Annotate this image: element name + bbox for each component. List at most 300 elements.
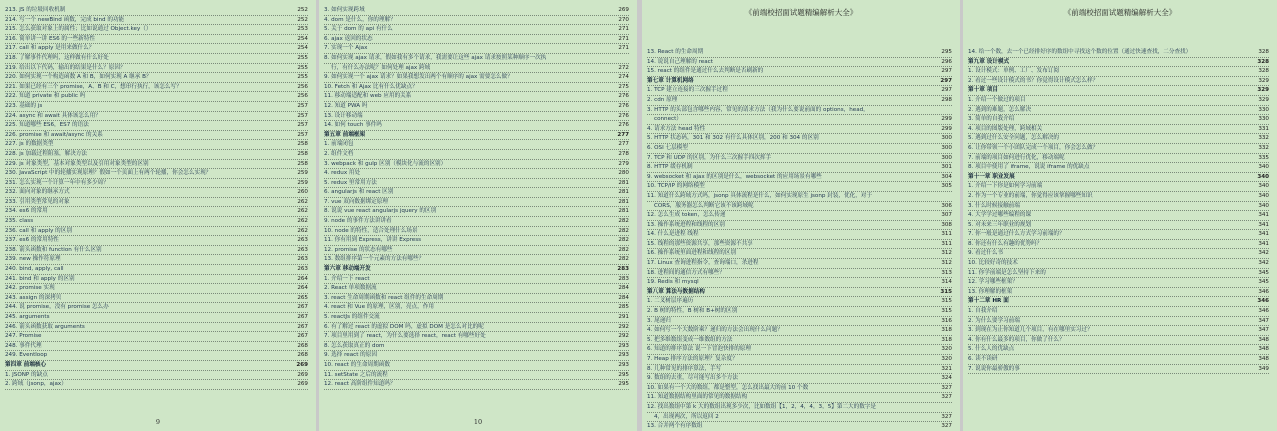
- toc-entry-title: 221. 如果已经有三个 promise，A、B 和 C，想串行执行，该怎么写？: [5, 83, 182, 90]
- toc-entry[interactable]: [5, 73, 308, 83]
- toc-entry[interactable]: [5, 207, 308, 217]
- toc-entry[interactable]: [324, 323, 629, 333]
- toc-entry[interactable]: [324, 25, 629, 35]
- toc-entry-title: 242. promise 实现: [5, 285, 55, 292]
- toc-entry[interactable]: [324, 227, 629, 237]
- toc-entry-title: 216. 简单讲一讲 ES6 的一些新特性: [5, 35, 95, 42]
- toc-entry-title: 10. 比较好奇的技术: [968, 260, 1018, 267]
- toc-entry-page: 304: [941, 173, 952, 180]
- toc-entry[interactable]: [647, 144, 952, 154]
- toc-entry[interactable]: [968, 240, 1269, 250]
- toc-entry[interactable]: [324, 140, 629, 150]
- toc-entry[interactable]: [647, 125, 952, 135]
- toc-entry[interactable]: [5, 275, 308, 285]
- toc-entry[interactable]: [647, 307, 952, 317]
- toc-entry-title: 237. es6 的常用特性: [5, 237, 59, 244]
- toc-entry[interactable]: [968, 106, 1269, 116]
- toc-entry[interactable]: [5, 102, 308, 112]
- toc-entry-title: 10. node 的特性，适合处理什么场景: [324, 227, 418, 234]
- toc-entry-title: 第九章 设计模式: [968, 58, 1010, 65]
- toc-entry[interactable]: [5, 294, 308, 304]
- toc-entry[interactable]: [324, 16, 629, 26]
- toc-entry-title: 12. promise 的状态有哪些: [324, 246, 393, 253]
- toc-entry[interactable]: [968, 154, 1269, 164]
- toc-entry[interactable]: [968, 221, 1269, 231]
- toc-entry[interactable]: [968, 288, 1269, 298]
- toc-entry[interactable]: [324, 121, 629, 131]
- toc-chapter[interactable]: [968, 86, 1269, 96]
- toc-entry[interactable]: [647, 326, 952, 336]
- toc-entry-title: 14. 给一个数，去一个已经排好序的数组中寻找这个数的位置（通过快速查找，二分查找）: [968, 49, 1192, 55]
- toc-entry[interactable]: [647, 86, 952, 96]
- toc-entry[interactable]: [968, 77, 1269, 87]
- toc-entry-title: 5. HTTP 状态码，301 和 302 有什么具体区别，200 和 304 的区别: [647, 135, 819, 142]
- toc-chapter[interactable]: [968, 58, 1269, 68]
- toc-entry-page: 346: [1257, 298, 1269, 305]
- toc-entry[interactable]: [5, 198, 308, 208]
- toc-entry[interactable]: [647, 345, 952, 355]
- toc-entry-title: 232. 面向对象的继承方式: [5, 189, 70, 196]
- toc-entry[interactable]: [5, 160, 308, 170]
- toc-entry-page: 263: [297, 246, 308, 253]
- toc-entry[interactable]: [324, 332, 629, 342]
- toc-entry[interactable]: [5, 169, 308, 179]
- toc-entry-title: 5. 什么人的优缺点: [968, 346, 1015, 353]
- toc-entry-page: 269: [297, 371, 308, 378]
- toc-entry[interactable]: [968, 336, 1269, 346]
- toc-entry-page: 254: [297, 45, 308, 52]
- toc-entry-page: 293: [618, 352, 629, 359]
- toc-entry[interactable]: [647, 202, 952, 212]
- toc-entry[interactable]: [647, 269, 952, 279]
- toc-entry-title: 11. 移动端适配和 web 应用的关系: [324, 93, 412, 100]
- toc-entry-title: 3. webpack 和 gulp 区别（模块化与流的区别）: [324, 160, 447, 167]
- toc-entry[interactable]: [324, 64, 629, 74]
- toc-entry-page: 340: [1258, 183, 1269, 190]
- toc-entry-title: 9. 如何实现一个 ajax 请求？如果我想发出两个有顺序的 ajax 需要怎么做？: [324, 74, 513, 81]
- toc-entry-page: 329: [1258, 77, 1269, 84]
- toc-entry[interactable]: [647, 240, 952, 250]
- toc-entry[interactable]: [968, 202, 1269, 212]
- toc-entry[interactable]: [5, 64, 308, 74]
- toc-entry[interactable]: [324, 351, 629, 361]
- toc-entry[interactable]: [647, 393, 952, 403]
- toc-entry-title: 1. 自我介绍: [968, 308, 998, 315]
- toc-entry-page: 295: [618, 381, 629, 388]
- page-header: 《前端校招面试题精编解析大全》: [744, 8, 858, 17]
- toc-entry-title: 19. Redis 和 mysql: [647, 279, 699, 286]
- page-header: 《前端校招面试题精编解析大全》: [1063, 8, 1177, 17]
- toc-entry[interactable]: [968, 48, 1269, 58]
- toc-entry-title: 4. 你有什么最多的项目，你做了什么？: [968, 336, 1065, 343]
- toc-entry[interactable]: [968, 125, 1269, 135]
- toc-entry-title: 15. 线程的那些资源共享，那些资源不共享: [647, 240, 753, 247]
- toc-entry[interactable]: [647, 355, 952, 365]
- toc-entry-title: 1. TCP 建立连接的三次握手过程: [647, 87, 728, 94]
- toc-entry[interactable]: [324, 35, 629, 45]
- toc-entry-page: 318: [941, 336, 952, 343]
- toc-entry[interactable]: [324, 246, 629, 256]
- toc-entry[interactable]: [968, 249, 1269, 259]
- toc-entry-title: 214. 写一个 newBind 函数，完成 bind 的功能: [5, 16, 125, 23]
- toc-entry-page: 327: [941, 413, 952, 420]
- toc-entry[interactable]: [647, 154, 952, 164]
- toc-entry[interactable]: [5, 188, 308, 198]
- toc-entry[interactable]: [968, 278, 1269, 288]
- toc-entry-title: 9. 看过什么书: [968, 250, 1004, 257]
- toc-entry[interactable]: [647, 48, 952, 58]
- toc-entry-page: 255: [297, 64, 308, 71]
- toc-entry[interactable]: [647, 96, 952, 106]
- toc-entry[interactable]: [647, 67, 952, 77]
- toc-chapter[interactable]: [968, 173, 1269, 183]
- toc-entry-page: 297: [941, 68, 952, 75]
- toc-entry-page: 277: [617, 131, 629, 138]
- toc-entry-title: 233. 引用类型常见的对象: [5, 198, 70, 205]
- toc-entry-page: 284: [618, 285, 629, 292]
- toc-entry[interactable]: [324, 102, 629, 112]
- toc-entry-page: 258: [297, 150, 308, 157]
- toc-entry-title: 240. bind, apply, call: [5, 266, 64, 273]
- toc-entry[interactable]: [324, 188, 629, 198]
- toc-entry[interactable]: [968, 326, 1269, 336]
- toc-entry[interactable]: [324, 313, 629, 323]
- toc-entry[interactable]: [647, 58, 952, 68]
- toc-entry-title: 7. vue 双向数据绑定原理: [324, 198, 388, 205]
- toc-entry-page: 269: [296, 361, 308, 368]
- toc-entry-page: 331: [1258, 125, 1269, 132]
- toc-entry[interactable]: [647, 374, 952, 384]
- toc-entry[interactable]: [324, 179, 629, 189]
- toc-entry[interactable]: [647, 163, 952, 173]
- toc-entry-page: 268: [297, 342, 308, 349]
- toc-entry[interactable]: [647, 413, 952, 423]
- toc-entry[interactable]: [5, 236, 308, 246]
- toc-entry-page: 293: [618, 361, 629, 368]
- toc-entry-page: 271: [618, 45, 629, 52]
- toc-entry[interactable]: [5, 255, 308, 265]
- toc-entry[interactable]: [647, 403, 952, 413]
- toc-entry-page: 341: [1258, 212, 1269, 219]
- toc-entry[interactable]: [968, 182, 1269, 192]
- toc-entry-title: 7. 你一般是通过什么方式学习前端的？: [968, 231, 1065, 238]
- toc-entry[interactable]: [324, 255, 629, 265]
- toc-entry[interactable]: [324, 112, 629, 122]
- toc-entry-page: 267: [297, 314, 308, 320]
- toc-entry[interactable]: [324, 6, 629, 16]
- toc-entry-title: 11. setState 之后的流程: [324, 371, 388, 378]
- toc-entry-page: 340: [1258, 202, 1269, 209]
- toc-entry[interactable]: [5, 227, 308, 237]
- toc-entry-title: 4. 大学学过哪些编程的课: [968, 212, 1032, 219]
- toc-entry[interactable]: [324, 160, 629, 170]
- toc-entry[interactable]: [5, 83, 308, 93]
- toc-entry-title: 1. 介绍一下你是如何学习前端: [968, 183, 1043, 190]
- toc-entry[interactable]: [647, 230, 952, 240]
- toc-entry[interactable]: [5, 332, 308, 342]
- toc-entry-page: 267: [297, 333, 308, 340]
- toc-entry[interactable]: [968, 365, 1269, 375]
- toc-entry[interactable]: [647, 221, 952, 231]
- toc-entry[interactable]: [5, 371, 308, 381]
- toc-entry-page: 257: [297, 112, 308, 119]
- toc-entry-title: 11. 你学前端是怎么坚持下来的: [968, 269, 1046, 276]
- toc-entry-title: 1. 介绍一下 react: [324, 275, 370, 282]
- toc-entry[interactable]: [968, 134, 1269, 144]
- toc-entry-title: 3. 到现在为止你知道几个项目，有在哪里实习过？: [968, 327, 1093, 334]
- toc-entry[interactable]: [968, 259, 1269, 269]
- toc-entry[interactable]: [647, 249, 952, 259]
- toc-entry-page: 282: [618, 218, 629, 225]
- toc-entry-title: 11. 你有用到 Express，讲讲 Express: [324, 237, 422, 244]
- toc-entry[interactable]: [324, 44, 629, 54]
- toc-chapter[interactable]: [5, 361, 308, 371]
- toc-entry-title: 7. 说说你最骄傲的事: [968, 365, 1020, 372]
- toc-entry-title: 227. js 的数据类型: [5, 141, 54, 148]
- toc-entry-page: 320: [941, 356, 952, 362]
- toc-entry[interactable]: [5, 92, 308, 102]
- toc-entry-page: 281: [618, 208, 629, 215]
- toc-entry[interactable]: [5, 35, 308, 45]
- toc-entry[interactable]: [647, 259, 952, 269]
- toc-entry-title: 4. 如何写一个大数阶乘？递归的方法会出现什么问题？: [647, 327, 783, 334]
- toc-entry-page: 320: [941, 346, 952, 353]
- toc-entry[interactable]: [968, 317, 1269, 327]
- toc-entry[interactable]: [647, 297, 952, 307]
- toc-entry-title: 3. 简单的自我介绍: [968, 116, 1015, 123]
- toc-entry-page: 272: [618, 64, 629, 71]
- toc-list: [968, 48, 1269, 374]
- toc-entry[interactable]: [5, 284, 308, 294]
- toc-entry-title: 第四章 前端核心: [5, 361, 47, 368]
- toc-entry-title: 14. 什么是进程 线程: [647, 231, 699, 238]
- toc-entry[interactable]: [5, 303, 308, 313]
- toc-entry-page: 298: [941, 96, 952, 103]
- toc-entry-title: 11. 知道什么跨域方式吗，jsonp 具体流程是什么，如何实现原生 jsonp 封装，优化，对于: [647, 192, 872, 199]
- toc-entry-page: 349: [1258, 365, 1269, 372]
- toc-entry[interactable]: [324, 217, 629, 227]
- toc-entry-title: 8. 说说 vue react angularjs jquery 的区别: [324, 208, 437, 215]
- toc-entry-page: 255: [297, 54, 308, 61]
- toc-entry-title: 6. 有了解过 react 的虚拟 DOM 吗，虚拟 DOM 是怎么对比的呢: [324, 323, 484, 330]
- toc-entry-page: 347: [1258, 327, 1269, 334]
- toc-entry[interactable]: [324, 275, 629, 285]
- toc-entry-title: 3. 尾递归: [647, 317, 671, 324]
- toc-entry-page: 295: [618, 371, 629, 378]
- toc-entry[interactable]: [324, 236, 629, 246]
- toc-entry-title: 13. 操作系统进程和线程的区别: [647, 221, 725, 228]
- toc-entry-page: 316: [941, 317, 952, 324]
- toc-entry-title: 2. 遇到的难题，怎么解决: [968, 106, 1032, 113]
- toc-entry[interactable]: [647, 317, 952, 327]
- toc-entry[interactable]: [324, 303, 629, 313]
- toc-entry[interactable]: [5, 323, 308, 333]
- toc-entry-page: 332: [1258, 144, 1269, 151]
- toc-entry-title: 238. 箭头函数和 function 有什么区别: [5, 246, 102, 253]
- toc-entry-page: 340: [1258, 192, 1269, 199]
- toc-entry[interactable]: [5, 179, 308, 189]
- toc-entry[interactable]: [5, 131, 308, 141]
- toc-entry-title: 2. React 单项数据流: [324, 285, 377, 292]
- toc-entry-page: 332: [1258, 135, 1269, 142]
- toc-entry[interactable]: [5, 217, 308, 227]
- toc-entry[interactable]: [968, 144, 1269, 154]
- toc-chapter[interactable]: [324, 265, 629, 275]
- toc-entry-title: 2. cdn 原理: [647, 96, 678, 103]
- page-number: 9: [155, 418, 161, 426]
- toc-entry[interactable]: [647, 106, 952, 116]
- toc-entry[interactable]: [324, 342, 629, 352]
- toc-entry-page: 348: [1258, 346, 1269, 353]
- toc-entry[interactable]: [647, 384, 952, 394]
- toc-entry-page: 256: [297, 93, 308, 100]
- toc-entry[interactable]: [324, 169, 629, 179]
- toc-entry[interactable]: [324, 54, 629, 64]
- toc-entry-page: 330: [1258, 116, 1269, 123]
- toc-entry[interactable]: [5, 313, 308, 323]
- toc-entry[interactable]: [5, 342, 308, 352]
- toc-entry[interactable]: [324, 361, 629, 371]
- toc-entry-title: 17. Linux 查询进程指令，查询端口，杀进程: [647, 260, 759, 267]
- toc-entry-title: 7. Heap 排序方法的原理？复杂度？: [647, 356, 738, 362]
- toc-entry-page: 291: [618, 314, 629, 320]
- toc-chapter[interactable]: [647, 77, 952, 87]
- toc-entry-page: 335: [1258, 154, 1269, 161]
- toc-entry[interactable]: [647, 278, 952, 288]
- toc-entry[interactable]: [968, 67, 1269, 77]
- toc-entry-title: 9. websocket 和 ajax 的区别是什么，websocket 的应用场景有哪些: [647, 173, 822, 180]
- toc-entry[interactable]: [647, 115, 952, 125]
- toc-entry[interactable]: [324, 371, 629, 381]
- toc-entry-page: 267: [297, 304, 308, 311]
- toc-entry[interactable]: [324, 207, 629, 217]
- toc-entry-title: 10. react 的生命周期函数: [324, 361, 390, 368]
- toc-entry[interactable]: [5, 44, 308, 54]
- toc-entry-title: 241. bind 和 apply 的区别: [5, 275, 75, 282]
- toc-entry-title: 239. new 操作符原理: [5, 256, 61, 263]
- toc-entry[interactable]: [5, 265, 308, 275]
- toc-entry[interactable]: [5, 6, 308, 16]
- toc-entry[interactable]: [968, 96, 1269, 106]
- toc-entry-title: 224. async 和 await 具体该怎么用？: [5, 112, 101, 119]
- toc-entry-title: 5. 把多维数组变成一维数组的方法: [647, 336, 733, 343]
- toc-entry[interactable]: [968, 345, 1269, 355]
- toc-entry-page: 278: [618, 150, 629, 157]
- toc-entry-page: 329: [1257, 87, 1269, 94]
- toc-entry-title: 236. call 和 apply 的区别: [5, 227, 72, 234]
- toc-entry-page: 296: [941, 58, 952, 65]
- toc-entry-page: 276: [618, 112, 629, 119]
- toc-entry-page: 301: [941, 164, 952, 171]
- toc-entry-page: 327: [941, 423, 952, 430]
- toc-entry[interactable]: [5, 112, 308, 122]
- toc-entry-page: 279: [618, 160, 629, 167]
- toc-entry[interactable]: [647, 336, 952, 346]
- toc-entry-page: 281: [618, 198, 629, 205]
- toc-entry[interactable]: [5, 150, 308, 160]
- toc-entry[interactable]: [968, 230, 1269, 240]
- toc-chapter[interactable]: [647, 288, 952, 298]
- toc-entry-page: 346: [1258, 288, 1269, 295]
- toc-entry[interactable]: [5, 351, 308, 361]
- toc-entry-page: 341: [1258, 240, 1269, 247]
- toc-entry[interactable]: [5, 140, 308, 150]
- toc-entry-page: 276: [618, 122, 629, 129]
- toc-page-1: [0, 0, 316, 431]
- toc-entry-page: 327: [941, 384, 952, 391]
- toc-entry[interactable]: [968, 211, 1269, 221]
- toc-entry[interactable]: [324, 380, 629, 390]
- toc-entry-page: 283: [617, 266, 629, 273]
- toc-entry[interactable]: [647, 422, 952, 431]
- toc-entry[interactable]: [324, 284, 629, 294]
- toc-entry[interactable]: [968, 163, 1269, 173]
- toc-entry-title: 第八章 算法与数据结构: [647, 288, 705, 295]
- toc-entry-page: 268: [297, 352, 308, 359]
- toc-entry-title: 8. 项目中使用了 iframe，说说 iframe 的优缺点: [968, 164, 1090, 171]
- toc-entry[interactable]: [968, 115, 1269, 125]
- toc-entry[interactable]: [324, 92, 629, 102]
- toc-entry-page: 262: [297, 218, 308, 225]
- toc-entry-page: 348: [1258, 356, 1269, 362]
- toc-entry-title: 231. 怎么实现一个计算一年中有多少周？: [5, 179, 109, 186]
- toc-entry[interactable]: [647, 134, 952, 144]
- toc-entry[interactable]: [324, 73, 629, 83]
- toc-entry-title: 2. 组件文档: [324, 150, 354, 157]
- toc-entry-title: 12. 知道 PWA 吗: [324, 102, 368, 109]
- toc-entry[interactable]: [5, 25, 308, 35]
- toc-entry[interactable]: [647, 173, 952, 183]
- toc-entry-title: 4，出现两次，所以返回 2: [654, 413, 719, 420]
- toc-entry-title: 8. 怎么获取真正的 dom: [324, 342, 385, 349]
- toc-entry-title: 225. 知道哪些 ES6，ES7 的语法: [5, 122, 89, 129]
- toc-entry[interactable]: [968, 269, 1269, 279]
- toc-entry[interactable]: [968, 192, 1269, 202]
- toc-entry[interactable]: [324, 83, 629, 93]
- toc-entry-page: 328: [1257, 58, 1269, 65]
- toc-chapter[interactable]: [324, 131, 629, 141]
- toc-entry[interactable]: [647, 365, 952, 375]
- toc-entry[interactable]: [5, 380, 308, 390]
- toc-entry-page: 276: [618, 93, 629, 100]
- toc-entry-title: 2. 跨域（jsonp，ajax）: [5, 381, 67, 388]
- toc-entry-title: 15. react 的组件是通过什么去判断是否刷新的: [647, 68, 764, 75]
- toc-entry-title: 5. reactJs 的组件交流: [324, 314, 380, 320]
- toc-entry[interactable]: [647, 211, 952, 221]
- toc-entry[interactable]: [5, 121, 308, 131]
- toc-entry[interactable]: [324, 150, 629, 160]
- toc-entry[interactable]: [324, 294, 629, 304]
- toc-chapter[interactable]: [968, 297, 1269, 307]
- toc-entry[interactable]: [5, 16, 308, 26]
- toc-entry-page: 295: [941, 49, 952, 55]
- toc-entry-page: 263: [297, 237, 308, 244]
- toc-entry[interactable]: [5, 54, 308, 64]
- toc-entry-page: 318: [941, 327, 952, 334]
- toc-entry[interactable]: [968, 307, 1269, 317]
- toc-entry-title: 8. 你还有什么有趣的优势吗？: [968, 240, 1043, 247]
- toc-entry-title: 219. 给出以下代码，输出的结果是什么？原因？: [5, 64, 126, 71]
- toc-entry[interactable]: [5, 246, 308, 256]
- toc-entry[interactable]: [324, 198, 629, 208]
- toc-entry-page: 255: [297, 74, 308, 81]
- toc-entry[interactable]: [968, 355, 1269, 365]
- toc-entry[interactable]: [647, 182, 952, 192]
- toc-entry-page: 257: [297, 122, 308, 129]
- toc-entry-page: 340: [1257, 173, 1269, 180]
- toc-entry[interactable]: [647, 192, 952, 202]
- toc-entry-page: 300: [941, 154, 952, 161]
